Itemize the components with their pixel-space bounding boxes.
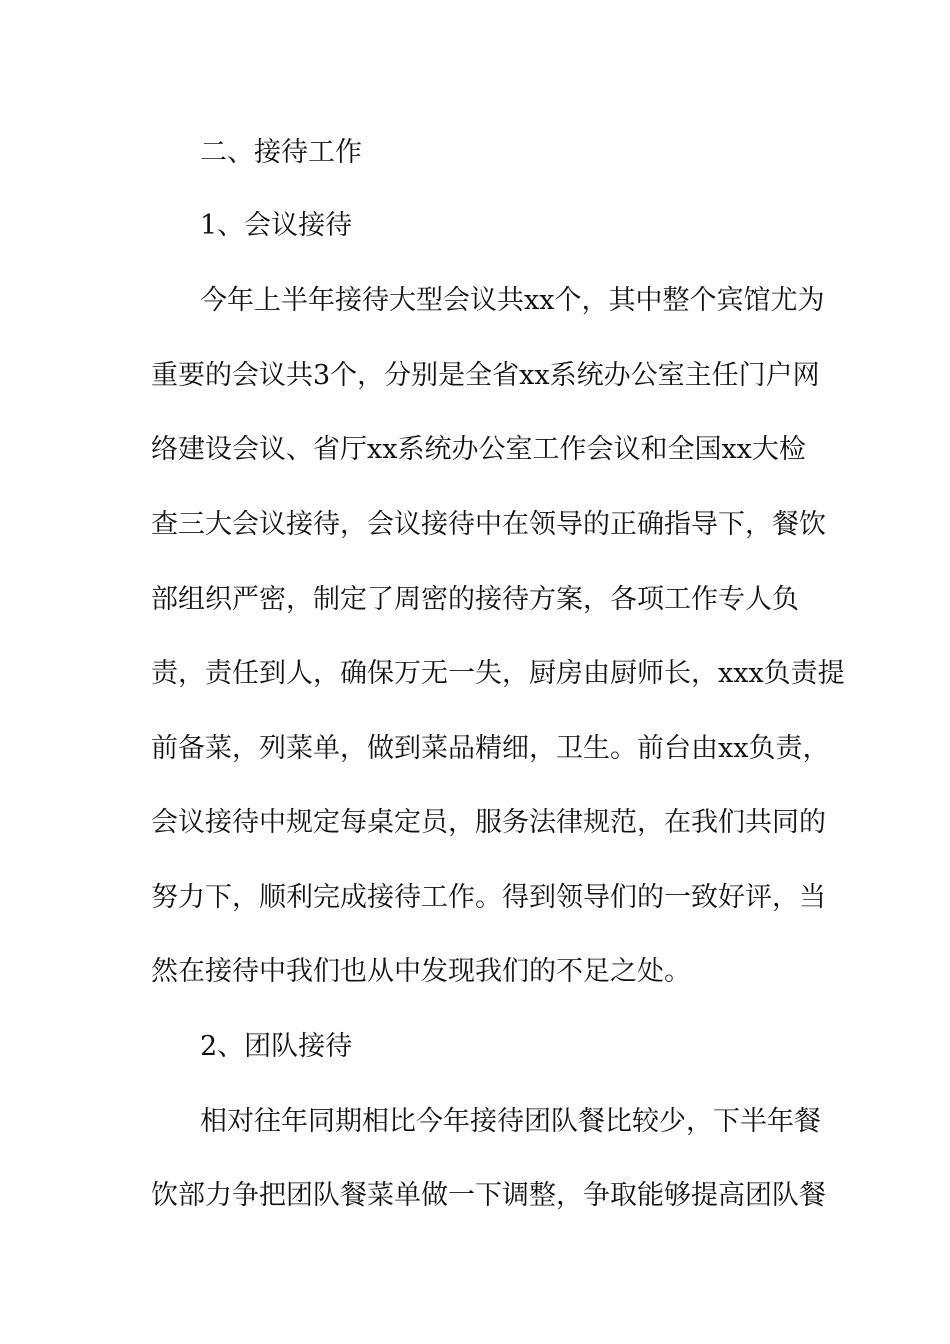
paragraph-line: 会议接待中规定每桌定员，服务法律规范，在我们共同的 (151, 807, 826, 838)
paragraph-line: 相对往年同期相比今年接待团队餐比较少，下半年餐 (200, 1106, 821, 1137)
subsection-heading-meeting-reception: 1、会议接待 (200, 210, 353, 241)
section-heading: 二、接待工作 (200, 137, 362, 168)
paragraph-line: 然在接待中我们也从中发现我们的不足之处。 (151, 956, 691, 987)
paragraph-line: 饮部力争把团队餐菜单做一下调整，争取能够提高团队餐 (151, 1180, 826, 1211)
paragraph-line: 努力下，顺利完成接待工作。得到领导们的一致好评，当 (151, 882, 826, 913)
paragraph-line: 查三大会议接待，会议接待中在领导的正确指导下，餐饮 (151, 509, 826, 540)
paragraph-line: 络建设会议、省厅xx系统办公室工作会议和全国xx大检 (151, 434, 806, 465)
paragraph-line: 部组织严密，制定了周密的接待方案，各项工作专人负 (151, 584, 799, 615)
paragraph-line: 责，责任到人，确保万无一失，厨房由厨师长，xxx负责提 (151, 658, 845, 689)
paragraph-line: 今年上半年接待大型会议共xx个，其中整个宾馆尤为 (200, 285, 825, 316)
paragraph-line: 重要的会议共3个，分别是全省xx系统办公室主任门户网 (151, 360, 820, 391)
subsection-heading-group-reception: 2、团队接待 (200, 1031, 353, 1062)
paragraph-line: 前备菜，列菜单，做到菜品精细，卫生。前台由xx负责， (151, 733, 830, 764)
